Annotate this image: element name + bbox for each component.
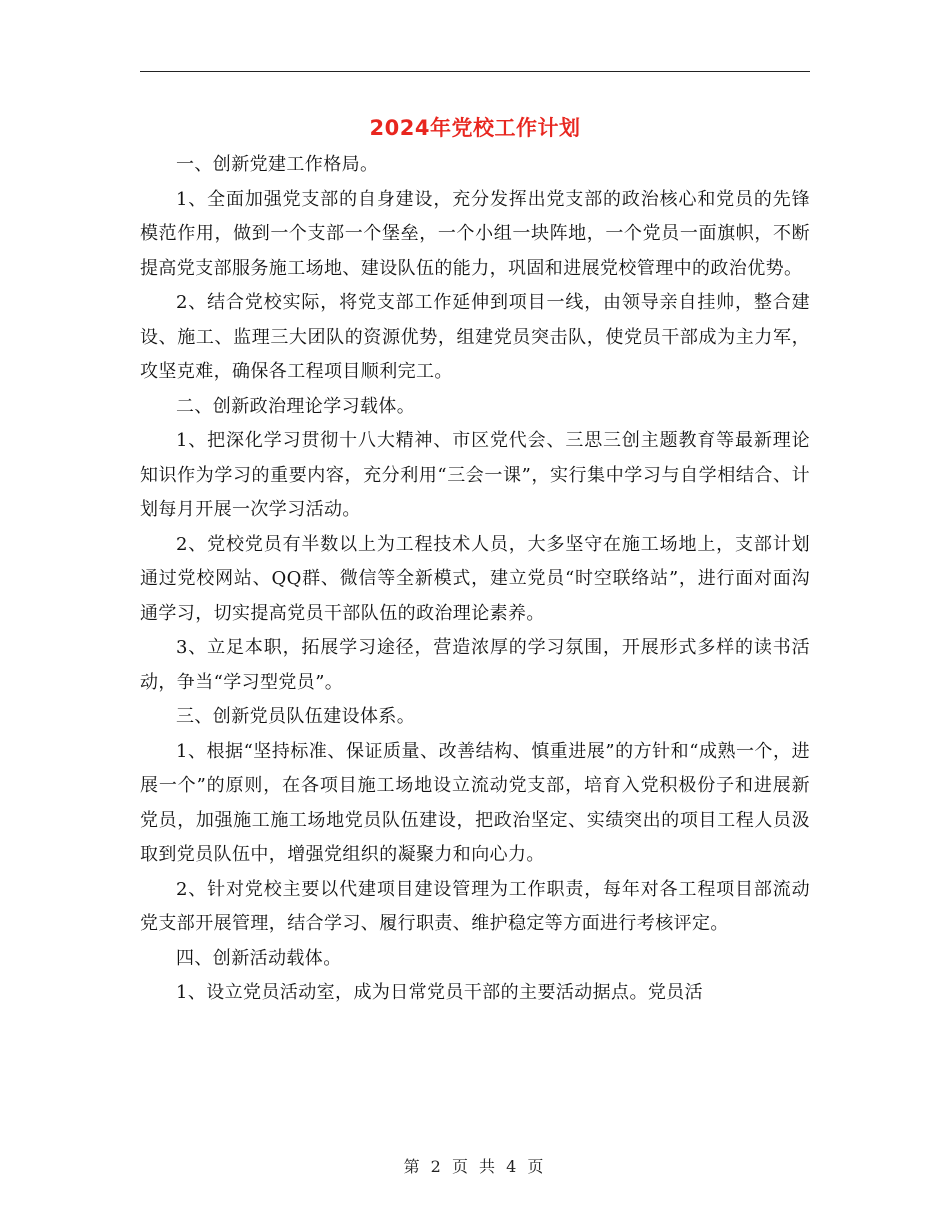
page-footer: 第 2 页 共 4 页: [403, 1157, 547, 1176]
header-rule: [140, 71, 810, 72]
paragraph: 1、设立党员活动室，成为日常党员干部的主要活动据点。党员活: [176, 982, 704, 1003]
paragraph: 1、根据“坚持标准、保证质量、改善结构、慎重进展”的方针和“成熟一个，进展一个”的原则，在各项目施工场地设立流动党支部，培育入党积极份子和进展新党员，加强施工施工场地党员队伍建设，把政治坚定、实绩突出的项目工程人员汲取到党员队伍中，增强党组织的凝聚力和向心力。: [140, 740, 810, 865]
paragraph: 1、全面加强党支部的自身建设，充分发挥出党支部的政治核心和党员的先锋模范作用，做到一个支部一个堡垒，一个小组一块阵地，一个党员一面旗帜，不断提高党支部服务施工场地、建设队伍的能力，巩固和进展党校管理中的政治优势。: [140, 188, 810, 279]
document-title: 2024年党校工作计划: [369, 116, 581, 140]
section-heading-3: 三、创新党员队伍建设体系。: [176, 706, 416, 727]
paragraph: 2、针对党校主要以代建项目建设管理为工作职责，每年对各工程项目部流动党支部开展管理，结合学习、履行职责、维护稳定等方面进行考核评定。: [140, 878, 810, 934]
section-heading-2: 二、创新政治理论学习载体。: [176, 395, 416, 417]
paragraph: 2、结合党校实际，将党支部工作延伸到项目一线，由领导亲自挂帅，整合建设、施工、监理三大团队的资源优势，组建党员突击队，使党员干部成为主力军，攻坚克难，确保各工程项目顺利完工。: [140, 292, 810, 382]
document-body: [140, 148, 810, 1011]
paragraph: 2、党校党员有半数以上为工程技术人员，大多坚守在施工场地上，支部计划通过党校网站、QQ群、微信等全新模式，建立党员“时空联络站”，进行面对面沟通学习，切实提高党员干部队伍的政治理论素养。: [140, 533, 810, 624]
section-heading-1: 一、创新党建工作格局。: [176, 154, 379, 175]
paragraph: 1、把深化学习贯彻十八大精神、市区党代会、三思三创主题教育等最新理论知识作为学习的重要内容，充分利用“三会一课”，实行集中学习与自学相结合、计划每月开展一次学习活动。: [140, 430, 810, 520]
paragraph: 3、立足本职，拓展学习途径，营造浓厚的学习氛围，开展形式多样的读书活动，争当“学习型党员”。: [140, 637, 810, 693]
section-heading-4: 四、创新活动载体。: [176, 947, 342, 969]
